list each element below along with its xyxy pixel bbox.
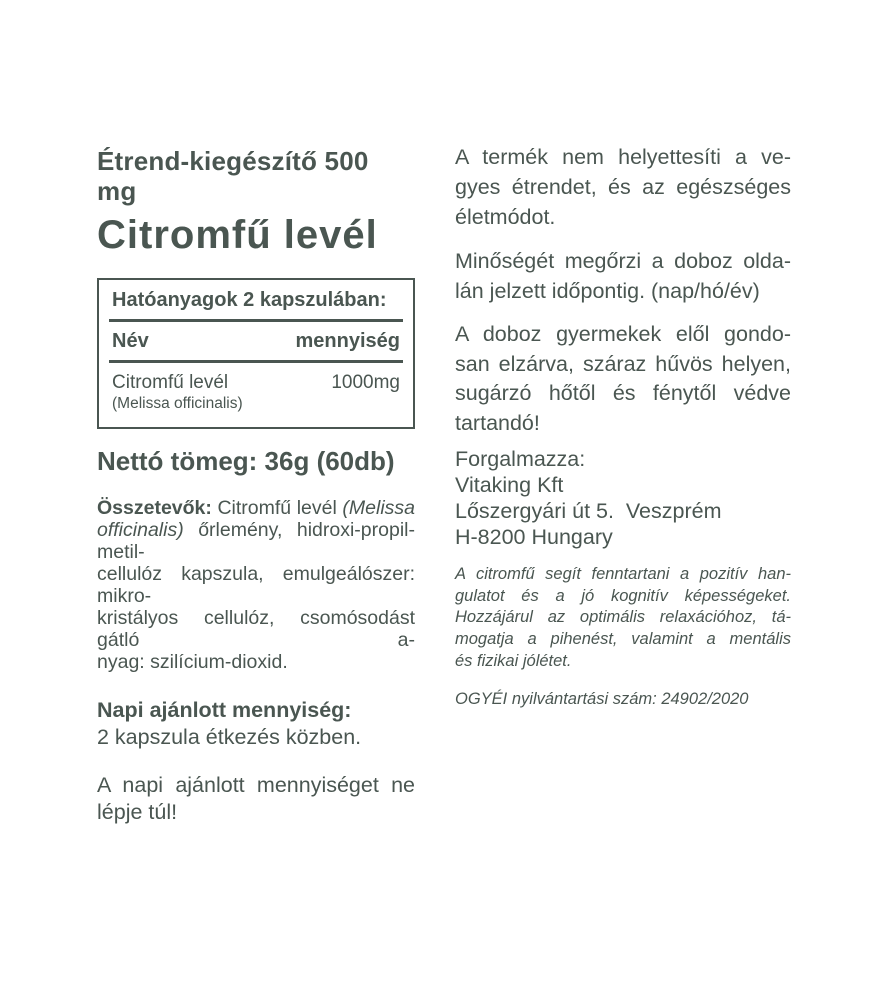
ingredient-name-cell	[112, 371, 243, 413]
ingredients-paragraph: Összetevők: Citromfű levél (Melissa officinalis) őrlemény, hidroxi-propil-metil- cellulóz kapszula, emulgeálószer: mikro- kristályos cellulóz, csomósodást gátló a- nyag: szilícium-dioxid.	[97, 497, 421, 673]
ingredient-name: Citromfű levél	[112, 372, 229, 393]
active-ingredients-table	[97, 278, 415, 429]
daily-dose-heading: Napi ajánlott mennyiség:	[97, 698, 352, 722]
table-row	[99, 363, 413, 427]
overdose-warning: A napi ajánlott mennyiséget ne lépje túl!	[97, 773, 415, 824]
varied-diet-disclaimer: A termék nem helyettesíti a ve- gyes étrendet, és az egészséges életmódot.	[455, 145, 791, 229]
net-weight: Nettó tömeg: 36g (60db)	[97, 446, 395, 476]
product-subtitle: Étrend-kiegészítő 500 mg	[97, 146, 369, 206]
registration-number: OGYÉI nyilvántartási szám: 24902/2020	[455, 689, 749, 708]
name-column-label: Név	[112, 330, 149, 352]
table-header: Hatóanyagok 2 kapszulában:	[112, 289, 387, 311]
shelf-life-note: Minőségét megőrzi a doboz olda- lán jelzett időpontig. (nap/hó/év)	[455, 249, 791, 303]
ingredient-quantity: 1000mg	[331, 372, 400, 393]
distributor-address: Forgalmazza: Vitaking Kft Lőszergyári út 5. Veszprém H-8200 Hungary	[455, 447, 722, 549]
daily-dose-text: 2 kapszula étkezés közben.	[97, 725, 362, 749]
table-column-header-row	[99, 322, 413, 360]
left-column	[97, 146, 421, 826]
quantity-column-label: mennyiség	[295, 330, 400, 352]
health-claim: A citromfű segít fenntartani a pozitív han- gulatot és a jó kognitív képességeket. Hozzájárul az optimális relaxációhoz, tá- mogatja a pihenést, valamint a mentális és fizikai jólétet.	[455, 565, 791, 670]
ingredient-latin-name: (Melissa officinalis)	[112, 395, 243, 412]
right-column	[455, 142, 791, 710]
product-title: Citromfű levél	[97, 213, 378, 257]
storage-warning: A doboz gyermekek elől gondo- san elzárva, száraz hűvös helyen, sugárzó hőtől és fénytől védve tartandó!	[455, 322, 791, 435]
